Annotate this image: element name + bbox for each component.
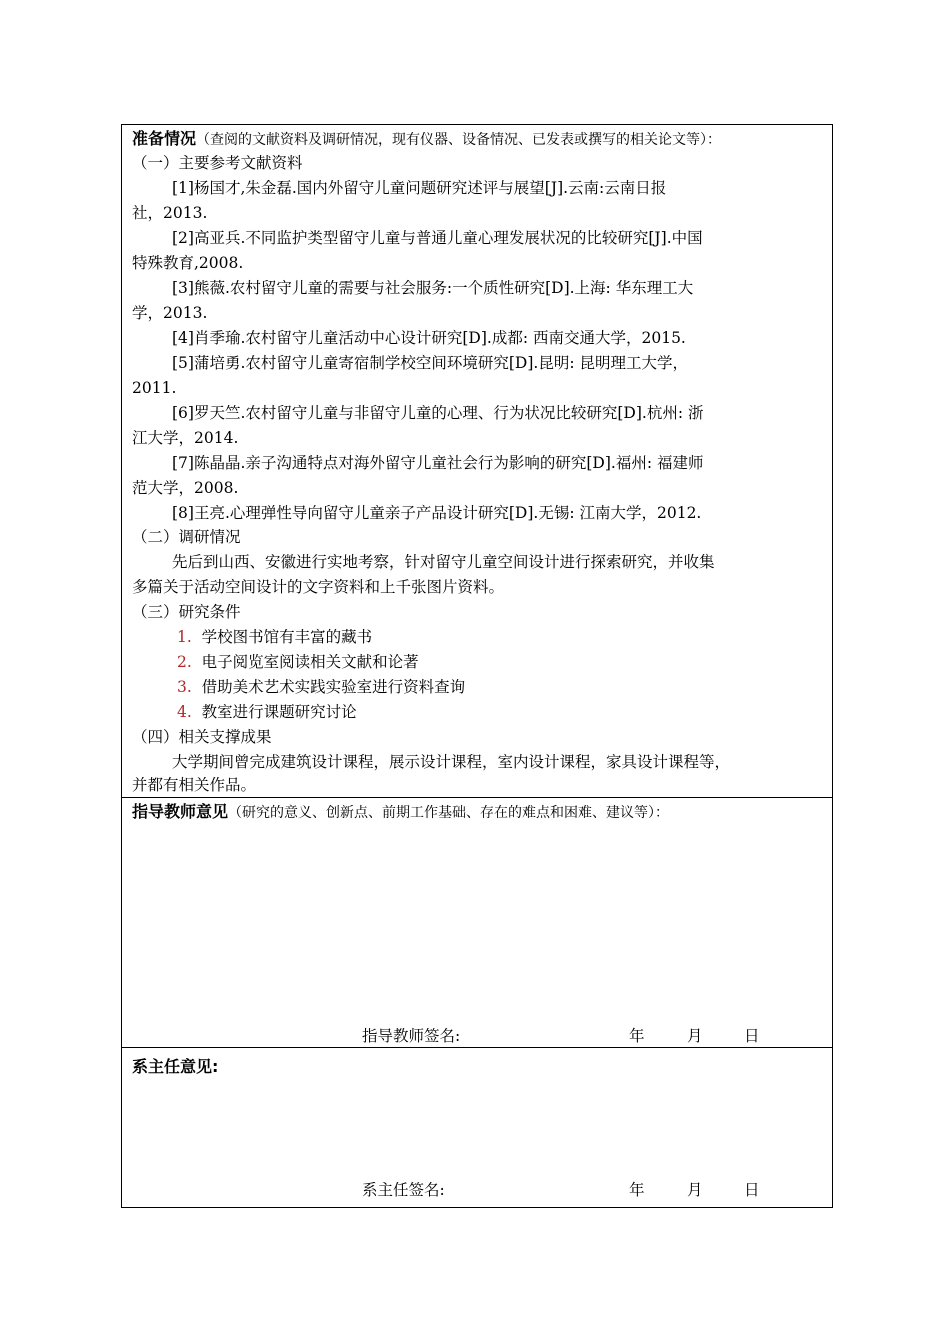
- condition-item: [177, 650, 419, 674]
- preparation-note: （查阅的文献资料及调研情况，现有仪器、设备情况、已发表或撰写的相关论文等）：: [196, 132, 722, 148]
- condition-text: 借助美术艺术实践实验室进行资料查询: [201, 678, 466, 696]
- ref-7-line-2: 范大学，2008.: [132, 479, 239, 497]
- results-heading: （四）相关支撑成果: [132, 728, 272, 746]
- advisor-month: 月: [687, 1027, 703, 1045]
- ref-2-line-1: [2]高亚兵.不同监护类型留守儿童与普通儿童心理发展状况的比较研究[J].中国: [172, 229, 703, 247]
- advisor-note: （研究的意义、创新点、前期工作基础、存在的难点和困难、建议等）：: [228, 805, 670, 821]
- dept-head-month: 月: [687, 1181, 703, 1199]
- ref-3-line-1: [3]熊薇.农村留守儿童的需要与社会服务:一个质性研究[D].上海: 华东理工大: [172, 279, 694, 297]
- advisor-signature-label: 指导教师签名:: [362, 1027, 461, 1045]
- ref-1-line-1: [1]杨国才,朱金磊.国内外留守儿童问题研究述评与展望[J].云南:云南日报: [172, 179, 667, 197]
- preparation-title: 准备情况: [132, 129, 197, 148]
- condition-text: 教室进行课题研究讨论: [201, 703, 357, 721]
- advisor-header: [132, 800, 669, 825]
- advisor-day: 日: [744, 1027, 760, 1045]
- dept-head-signature-label: 系主任签名:: [362, 1181, 445, 1199]
- preparation-header: [132, 127, 721, 152]
- condition-number: 4.: [177, 703, 192, 721]
- ref-3-line-2: 学，2013.: [132, 304, 208, 322]
- preparation-section: [122, 125, 832, 798]
- condition-item: [177, 700, 357, 724]
- conditions-heading: （三）研究条件: [132, 603, 241, 621]
- condition-number: 2.: [177, 653, 192, 671]
- condition-item: [177, 675, 465, 699]
- ref-5-line-1: [5]蒲培勇.农村留守儿童寄宿制学校空间环境研究[D].昆明: 昆明理工大学，: [172, 354, 688, 372]
- advisor-title: 指导教师意见: [132, 802, 229, 821]
- dept-head-day: 日: [744, 1181, 760, 1199]
- dept-head-title: 系主任意见:: [132, 1057, 219, 1076]
- ref-1-line-2: 社，2013.: [132, 204, 208, 222]
- condition-number: 1.: [177, 628, 192, 646]
- ref-5-line-2: 2011.: [132, 379, 177, 397]
- ref-7-line-1: [7]陈晶晶.亲子沟通特点对海外留守儿童社会行为影响的研究[D].福州: 福建师: [172, 454, 704, 472]
- results-line-2: 并都有相关作品。: [132, 776, 257, 794]
- refs-heading: （一）主要参考文献资料: [132, 154, 303, 172]
- advisor-year: 年: [629, 1027, 645, 1045]
- ref-4-line-1: [4]肖季瑜.农村留守儿童活动中心设计研究[D].成都: 西南交通大学，2015.: [172, 329, 686, 347]
- condition-item: [177, 625, 372, 649]
- condition-number: 3.: [177, 678, 192, 696]
- condition-text: 电子阅览室阅读相关文献和论著: [201, 653, 419, 671]
- survey-heading: （二）调研情况: [132, 528, 241, 546]
- advisor-section: [122, 798, 832, 1048]
- dept-head-year: 年: [629, 1181, 645, 1199]
- survey-line-2: 多篇关于活动空间设计的文字资料和上千张图片资料。: [132, 578, 505, 596]
- ref-8-line-1: [8]王亮.心理弹性导向留守儿童亲子产品设计研究[D].无锡: 江南大学，2012.: [172, 504, 702, 522]
- ref-6-line-2: 江大学，2014.: [132, 429, 239, 447]
- condition-text: 学校图书馆有丰富的藏书: [201, 628, 373, 646]
- results-line-1: 大学期间曾完成建筑设计课程，展示设计课程，室内设计课程，家具设计课程等，: [172, 753, 731, 771]
- survey-line-1: 先后到山西、安徽进行实地考察，针对留守儿童空间设计进行探索研究，并收集: [172, 553, 715, 571]
- ref-2-line-2: 特殊教育,2008.: [132, 254, 244, 272]
- dept-head-header: [132, 1055, 218, 1079]
- ref-6-line-1: [6]罗天竺.农村留守儿童与非留守儿童的心理、行为状况比较研究[D].杭州: 浙: [172, 404, 704, 422]
- dept-head-section: [122, 1048, 832, 1207]
- proposal-form: [121, 124, 833, 1208]
